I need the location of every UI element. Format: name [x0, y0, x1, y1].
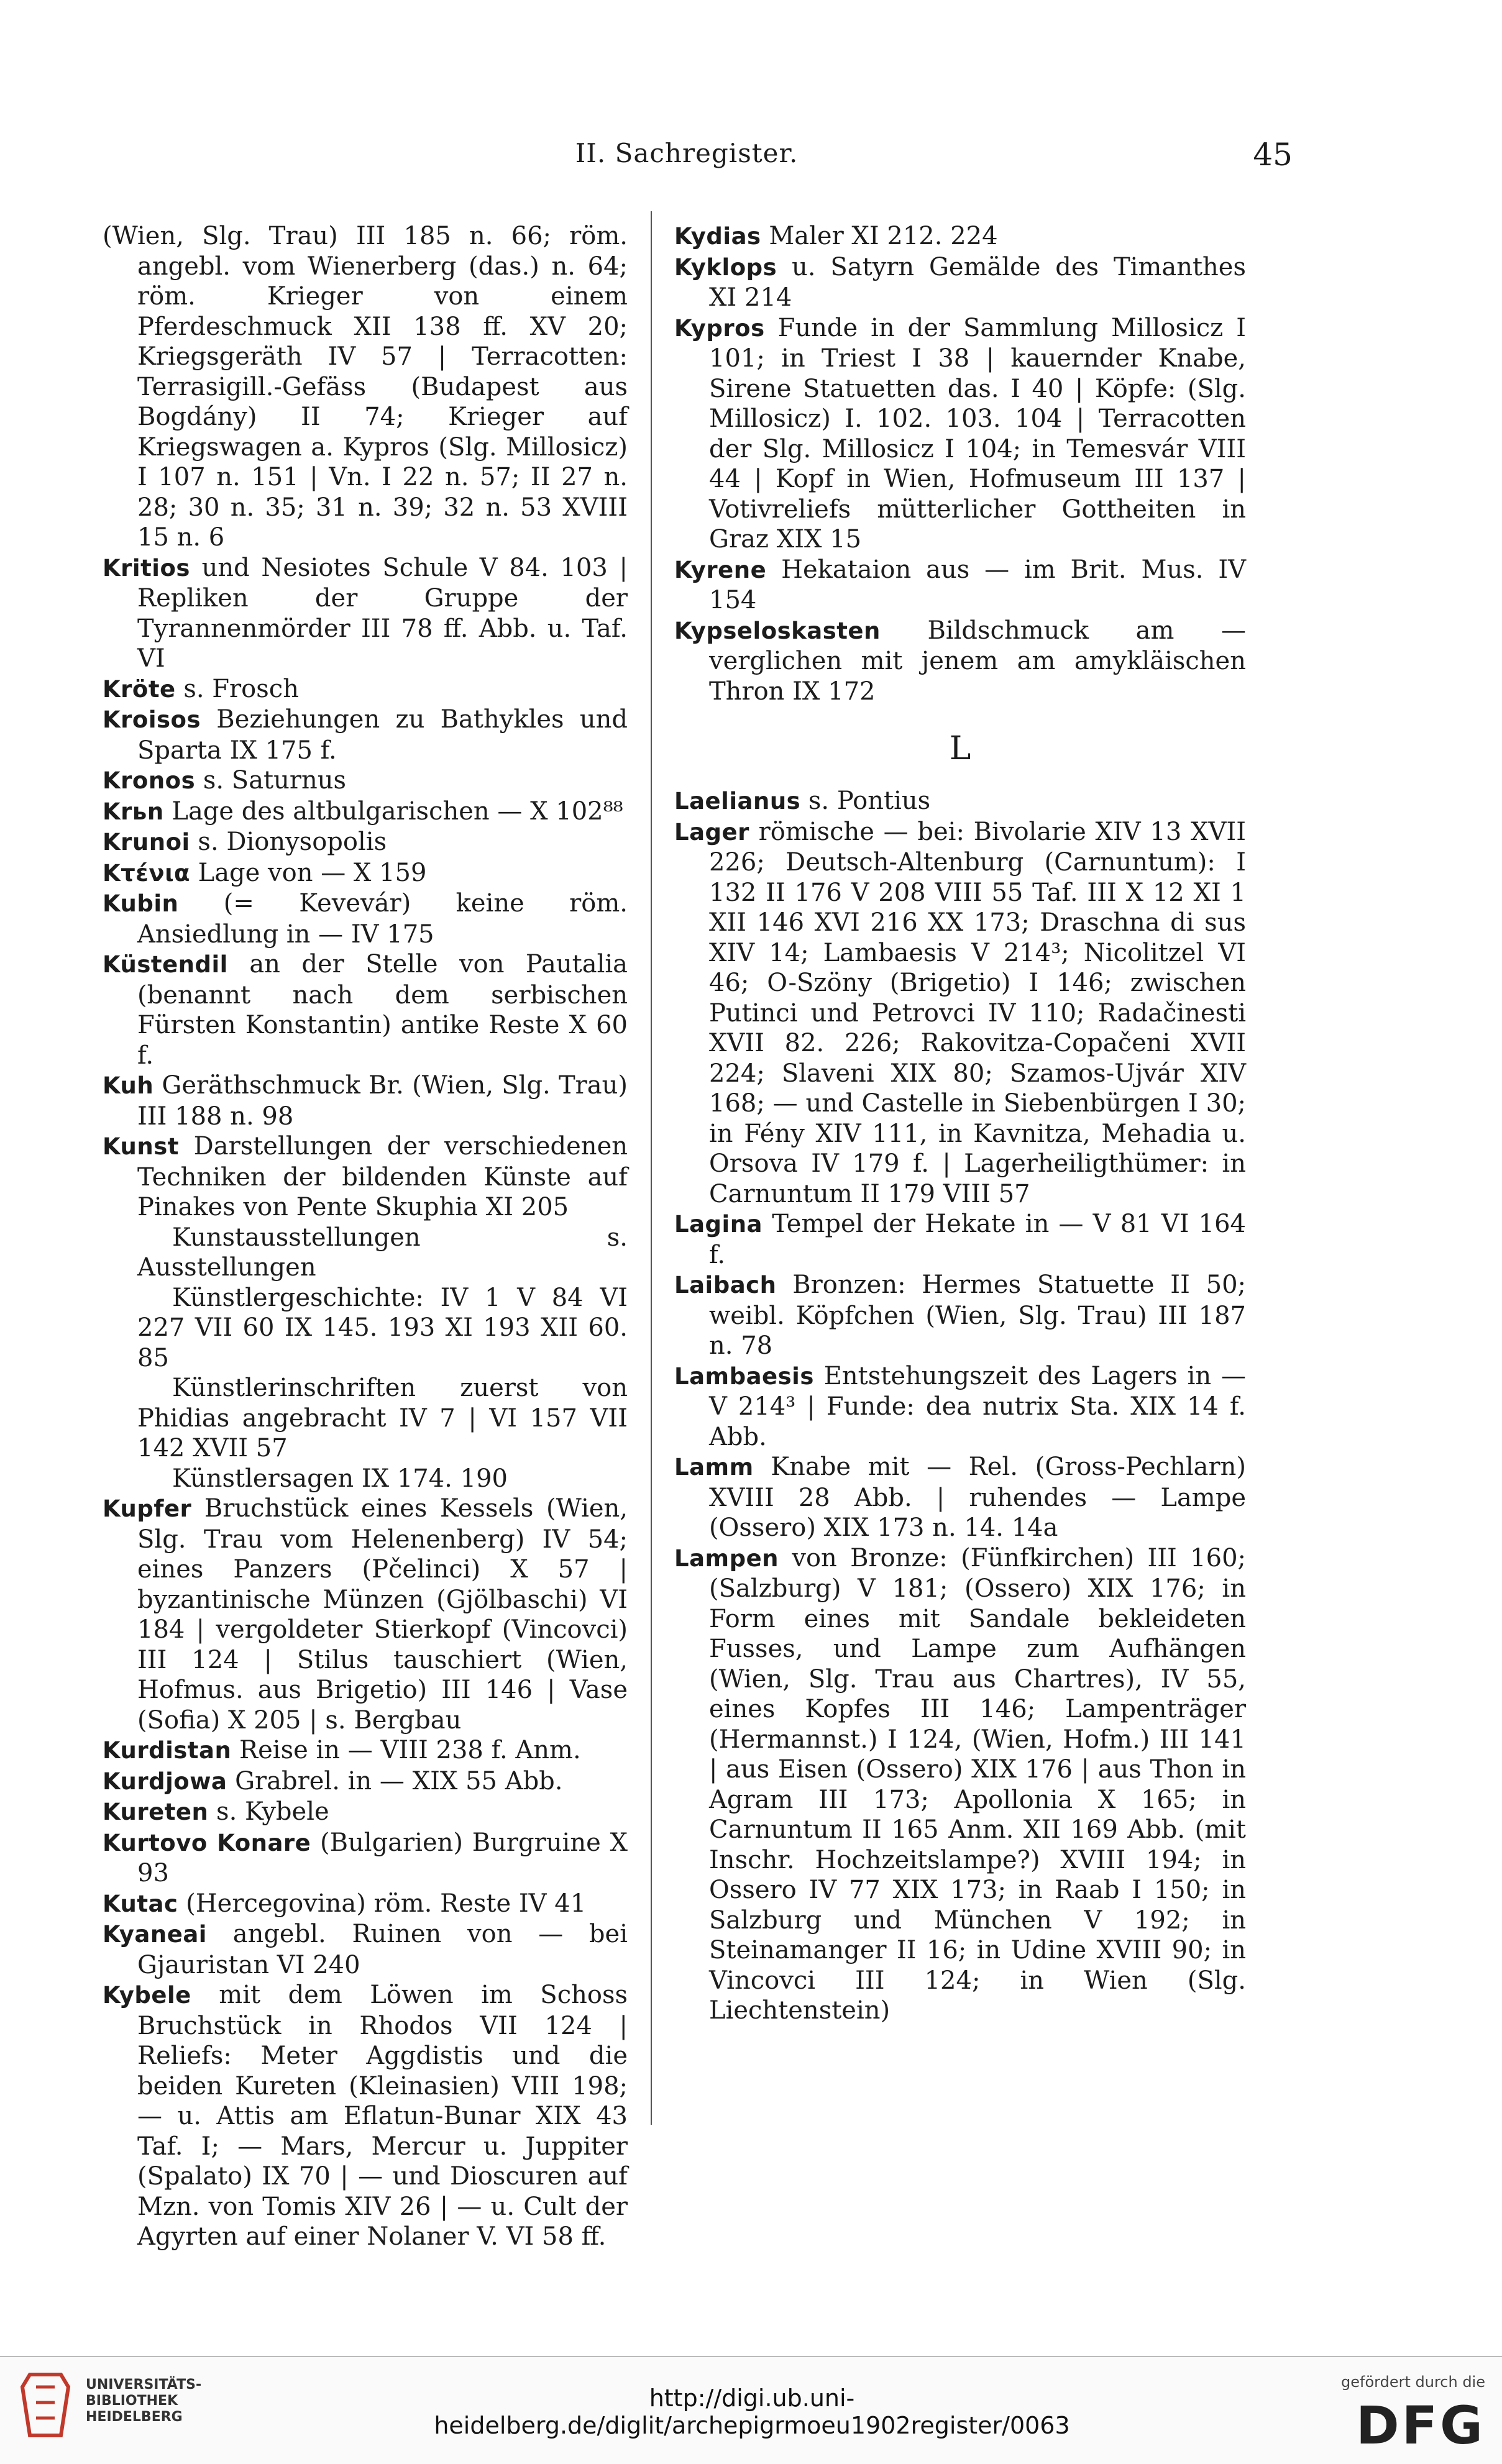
entry-text: Knabe mit — Rel. (Gross-Pechlarn) XVIII 28 Abb. | ruhendes — Lampe (Ossero) XIX 173 n. 14. 14a: [709, 1453, 1247, 1542]
entry-text: angebl. Ruinen von — bei Gjauristan VI 240: [137, 1920, 628, 1979]
entry-keyword: Kybele: [103, 1982, 191, 2009]
index-entry: [103, 1980, 628, 2252]
index-entry: [103, 1828, 628, 1889]
entry-text: s. Kybele: [216, 1797, 329, 1826]
entry-keyword: Küstendil: [103, 951, 228, 978]
dfg-logo: DFG: [1355, 2395, 1485, 2456]
index-entry: [674, 221, 1246, 252]
entry-text: Lage des altbulgarischen — X 102⁸⁸: [172, 796, 623, 826]
entry-keyword: Κτένια: [103, 859, 190, 887]
entry-keyword: Kurdistan: [103, 1737, 232, 1764]
entry-text: von Bronze: (Fünfkirchen) III 160; (Salzburg) V 181; (Ossero) XIX 176; in Form eines mit Sandale bekleideten Fusses, und Lampe zum Aufhängen (Wien, Slg. Trau aus Chartres), IV 55, eines Kopfes III 146; Lampenträger (Hermannst.) I 124, (Wien, Hofm.) III 141 | aus Eisen (Ossero) XIX 176 | aus Thon in Agram III 173; Apollonia X 165; in Carnuntum II 165 Anm. XII 169 Abb. (mit Inschr. Hochzeitslampe?) XVIII 194; in Ossero IV 77 XIX 173; in Raab I 150; in Salzburg und München V 192; in Steinamanger II 16; in Udine XVIII 90; in Vincovci III 124; in Wien (Slg. Liechtenstein): [709, 1543, 1247, 2025]
index-entry: [674, 1543, 1246, 2026]
entry-keyword: Lagina: [674, 1211, 763, 1238]
column-divider: [651, 211, 652, 2125]
entry-keyword: Kröte: [103, 675, 176, 703]
entry-text: Künstlersagen IX 174. 190: [172, 1464, 508, 1493]
entry-keyword: Kuh: [103, 1072, 154, 1099]
index-entry: [674, 313, 1246, 555]
entry-text: mit dem Löwen im Schoss Bruchstück in Rhodos VII 124 | Reliefs: Meter Aggdistis und die beiden Kureten (Kleinasien) VIII 198; — u. Attis am Eflatun-Bunar XIX 43 Taf. I; — Mars, Mercur u. Juppiter (Spalato) IX 70 | — und Dioscuren auf Mzn. von Tomis XIV 26 | — u. Cult der Agyrten auf einer Nolaner V. VI 58 ff.: [137, 1981, 628, 2251]
entry-text: Bildschmuck am — verglichen mit jenem am amykläischen Thron IX 172: [709, 616, 1246, 706]
entry-text: Funde in der Sammlung Millosicz I 101; in Triest I 38 | kauernder Knabe, Sirene Statuetten das. I 40 | Köpfe: (Slg. Millosicz) I. 102. 103. 104 | Terracotten der Slg. Millosicz I 104; in Temesvár VIII 44 | Kopf in Wien, Hofmuseum III 137 | Votivreliefs mütterlicher Gottheiten in Graz XIX 15: [709, 313, 1246, 554]
library-logo-text: [86, 2377, 201, 2425]
index-entry: [103, 1131, 628, 1223]
entry-keyword: Kyaneai: [103, 1921, 207, 1948]
logo-line: BIBLIOTHEK: [86, 2393, 178, 2409]
entry-keyword: Kypros: [674, 314, 765, 342]
entry-text: Grabrel. in — XIX 55 Abb.: [235, 1766, 563, 1796]
index-entry: [103, 1373, 628, 1464]
entry-keyword: Kurdjowa: [103, 1768, 227, 1795]
index-entry: [674, 786, 1246, 817]
entry-keyword: Kurtovo Konare: [103, 1829, 311, 1856]
index-entry: [103, 888, 628, 949]
entry-keyword: Kronos: [103, 767, 196, 794]
entry-keyword: Kutac: [103, 1890, 178, 1917]
entry-text: s. Saturnus: [203, 766, 347, 795]
index-entry: [103, 1889, 628, 1920]
university-seal-icon: [17, 2368, 75, 2442]
entry-text: Beziehungen zu Bathykles und Sparta IX 175 f.: [137, 705, 628, 765]
index-entry: [103, 1919, 628, 1980]
entry-keyword: Kypseloskasten: [674, 617, 881, 644]
entry-text: s. Pontius: [808, 787, 931, 815]
entry-text: Lage von — X 159: [198, 858, 427, 887]
entry-text: Künstlergeschichte: IV 1 V 84 VI 227 VII 60 IX 145. 193 XI 193 XII 60. 85: [137, 1283, 628, 1372]
funded-by-label: gefördert durch die: [1341, 2373, 1485, 2391]
permalink-url[interactable]: http://digi.ub.uni-heidelberg.de/diglit/archepigrmoeu1902register/0063: [434, 2384, 1070, 2439]
index-entry: [103, 1464, 628, 1494]
entry-keyword: Kroisos: [103, 706, 201, 733]
entry-keyword: Kyrene: [674, 556, 767, 583]
entry-text: (Hercegovina) röm. Reste IV 41: [186, 1889, 587, 1918]
index-entry: [674, 555, 1246, 616]
entry-text: Darstellungen der verschiedenen Techniken der bildenden Künste auf Pinakes von Pente Skuphia XI 205: [137, 1132, 628, 1221]
entry-text: Tempel der Hekate in — V 81 VI 164 f.: [709, 1210, 1247, 1269]
entry-text: Maler XI 212. 224: [769, 222, 998, 250]
logo-line: HEIDELBERG: [86, 2409, 183, 2425]
entry-keyword: Lampen: [674, 1545, 779, 1572]
index-entry: [103, 858, 628, 889]
entry-text: Hekataion aus — im Brit. Mus. IV 154: [709, 555, 1246, 614]
index-entry: [103, 1283, 628, 1374]
entry-text: Bronzen: Hermes Statuette II 50; weibl. Köpfchen (Wien, Slg. Trau) III 187 n. 78: [709, 1271, 1246, 1360]
entry-keyword: Laelianus: [674, 788, 801, 814]
left-column: [103, 221, 628, 2252]
entry-keyword: Lager: [674, 818, 749, 846]
entry-keyword: Kunst: [103, 1133, 179, 1160]
index-entry: [674, 252, 1246, 313]
entry-text: (Bulgarien) Burgruine X 93: [137, 1828, 628, 1887]
entry-text: s. Dionysopolis: [198, 828, 387, 856]
index-entry: [674, 1452, 1246, 1543]
entry-keyword: Kritios: [103, 554, 190, 582]
index-entry: [674, 616, 1246, 707]
entry-text: Entstehungszeit des Lagers in — V 214³ | Funde: dea nutrix Sta. XIX 14 f. Abb.: [709, 1361, 1246, 1451]
entry-text: Geräthschmuck Br. (Wien, Slg. Trau) III 188 n. 98: [137, 1071, 628, 1131]
index-entry: [103, 705, 628, 765]
logo-line: UNIVERSITÄTS-: [86, 2377, 202, 2393]
index-entry: [103, 1494, 628, 1735]
entry-keyword: Krьn: [103, 798, 164, 825]
entry-text: (= Kevevár) keine röm. Ansiedlung in — IV 175: [137, 889, 628, 949]
entry-text: an der Stelle von Pautalia (benannt nach dem serbischen Fürsten Konstantin) antike Reste X 60 f.: [137, 950, 628, 1070]
section-letter: L: [949, 730, 971, 767]
entry-keyword: Kyklops: [674, 253, 777, 281]
index-entry: [103, 1735, 628, 1766]
entry-text: s. Frosch: [183, 674, 299, 703]
page-number: 45: [1253, 137, 1293, 173]
index-entry: [674, 1270, 1246, 1361]
index-entry: [103, 1766, 628, 1797]
index-entry: [103, 674, 628, 705]
index-entry: [674, 817, 1246, 1210]
entry-keyword: Kydias: [674, 223, 761, 250]
index-entry: [103, 221, 628, 553]
entry-text: Bruchstück eines Kessels (Wien, Slg. Trau vom Helenenberg) IV 54; eines Panzers (Pčelinci) X 57 | byzantinische Münzen (Gjölbaschi) VI 184 | vergoldeter Stierkopf (Vincovci) III 124 | Stilus tauschiert (Wien, Hofmus. aus Brigetio) III 146 | Vase (Sofia) X 205 | s. Bergbau: [137, 1494, 628, 1735]
index-entry: [103, 765, 628, 796]
entry-keyword: Lamm: [674, 1454, 754, 1481]
entry-keyword: Kupfer: [103, 1495, 192, 1522]
index-entry: [103, 827, 628, 858]
entry-text: u. Satyrn Gemälde des Timanthes XI 214: [709, 252, 1247, 312]
index-entry: [103, 1223, 628, 1283]
entry-text: Künstlerinschriften zuerst von Phidias angebracht IV 7 | VI 157 VII 142 XVII 57: [137, 1374, 628, 1462]
index-entry: [103, 553, 628, 674]
entry-keyword: Laibach: [674, 1272, 777, 1298]
entry-keyword: Kubin: [103, 890, 179, 917]
entry-text: (Wien, Slg. Trau) III 185 n. 66; röm. angebl. vom Wienerberg (das.) n. 64; röm. Krieger von einem Pferdeschmuck XII 138 ff. XV 20; Kriegsgeräth IV 57 | Terracotten: Terrasigill.-Gefäss (Budapest aus Bogdány) II 74; Krieger auf Kriegswagen a. Kypros (Slg. Millosicz) I 107 n. 151 | Vn. I 22 n. 57; II 27 n. 28; 30 n. 35; 31 n. 39; 32 n. 53 XVIII 15 n. 6: [103, 222, 628, 552]
entry-keyword: Lambaesis: [674, 1362, 814, 1390]
entry-text: Kunstausstellungen s. Ausstellungen: [137, 1223, 628, 1282]
entry-text: römische — bei: Bivolarie XIV 13 XVII 226; Deutsch-Altenburg (Carnuntum): I 132 II 176 V 208 VIII 55 Taf. III X 12 XI 1 XII 146 XVI 216 XX 173; Draschna di sus XIV 14; Lambaesis V 214³; Nicolitzel VI 46; O-Szöny (Brigetio) I 146; zwischen Putinci und Petrovci IV 110; Radačinesti XVII 82. 226; Rakovitza-Copačeni XVII 224; Slaveni XIX 80; Szamos-Ujvár XIV 168; — und Castelle in Siebenbürgen I 30; in Fény XIV 111, in Kavnitza, Mehadia u. Orsova IV 179 f. | Lagerheiligthümer: in Carnuntum II 179 VIII 57: [709, 817, 1247, 1208]
index-entry: [103, 1070, 628, 1131]
index-entry: [103, 1797, 628, 1828]
running-header-title: II. Sachregister.: [575, 138, 799, 168]
index-entry: [103, 949, 628, 1070]
entry-text: Reise in — VIII 238 f. Anm.: [239, 1736, 581, 1764]
entry-keyword: Krunoi: [103, 829, 190, 856]
entry-text: und Nesiotes Schule V 84. 103 | Repliken der Gruppe der Tyrannenmörder III 78 ff. Abb. u. Taf. VI: [137, 553, 628, 673]
right-column: [674, 221, 1246, 2026]
index-entry: [674, 1209, 1246, 1270]
entry-keyword: Kureten: [103, 1799, 209, 1825]
index-entry: [674, 1361, 1246, 1453]
index-entry: [103, 796, 628, 828]
